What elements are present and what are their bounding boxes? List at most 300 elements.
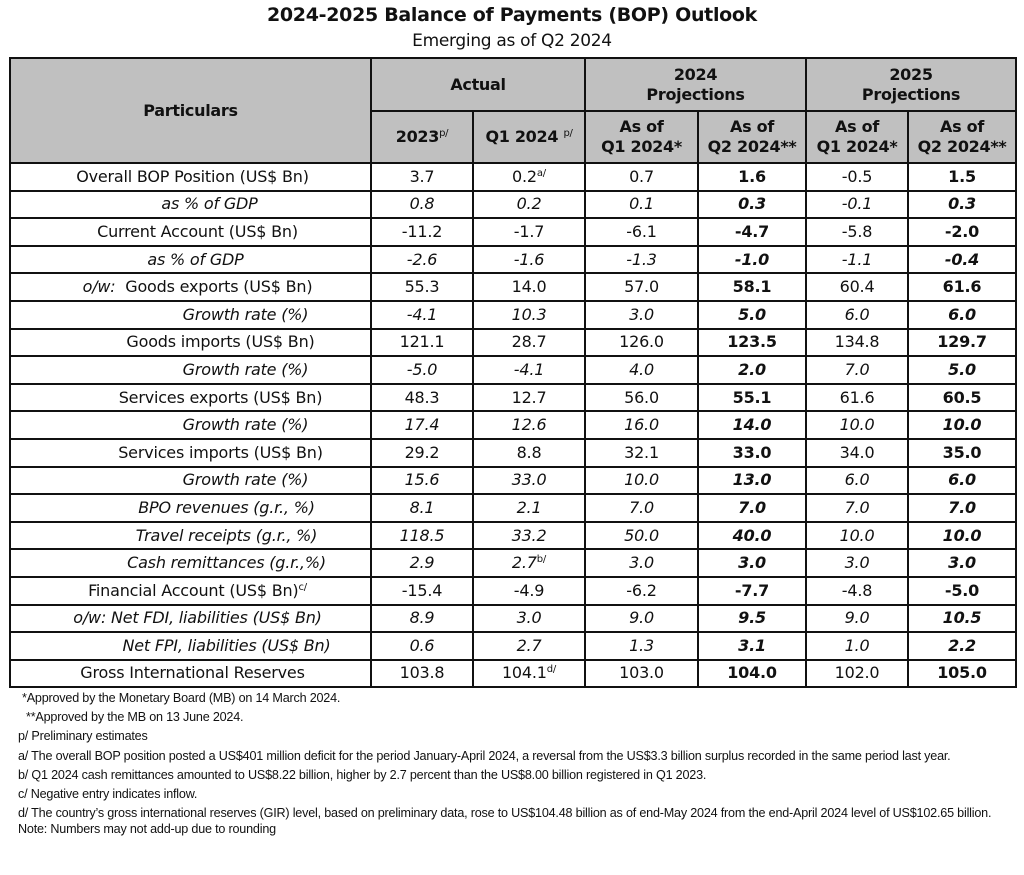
row-label bbox=[10, 163, 371, 191]
cell-value: -1.1 bbox=[841, 249, 873, 269]
table-cell bbox=[806, 522, 908, 550]
cell-value: -6.2 bbox=[626, 580, 657, 600]
cell-value: -2.0 bbox=[944, 221, 980, 241]
table-cell bbox=[473, 439, 585, 467]
table-cell bbox=[908, 273, 1016, 301]
cell-value: 0.2 bbox=[512, 166, 537, 186]
table-cell bbox=[908, 218, 1016, 246]
header-line2: Q2 2024** bbox=[917, 137, 1007, 156]
table-cell bbox=[585, 384, 698, 412]
table-cell bbox=[585, 467, 698, 495]
cell-value: 2.1 bbox=[516, 497, 542, 517]
table-cell bbox=[473, 522, 585, 550]
table-cell bbox=[698, 301, 806, 329]
table-cell bbox=[473, 549, 585, 577]
row-label-text: Cash remittances (g.r.,%) bbox=[127, 553, 326, 573]
cell-value: 34.0 bbox=[839, 442, 875, 462]
table-cell bbox=[908, 329, 1016, 357]
header-line2: Q1 2024* bbox=[816, 137, 898, 156]
cell-value: 10.0 bbox=[942, 415, 982, 435]
table-cell bbox=[698, 273, 806, 301]
footnote-note: Note: Numbers may not add-up due to rounding bbox=[18, 822, 276, 837]
header-2023-sup: p/ bbox=[439, 128, 449, 139]
cell-value: 134.8 bbox=[834, 332, 880, 352]
cell-value: -6.1 bbox=[626, 221, 657, 241]
table-cell bbox=[698, 246, 806, 274]
cell-value: 10.0 bbox=[839, 525, 875, 545]
row-label-prefix: o/w: bbox=[82, 277, 116, 297]
page-subtitle: Emerging as of Q2 2024 bbox=[412, 31, 612, 51]
row-label bbox=[10, 191, 371, 219]
cell-value: 2.2 bbox=[948, 635, 976, 655]
row-label-text: as % of GDP bbox=[161, 194, 258, 214]
row-label-text: Goods imports (US$ Bn) bbox=[126, 332, 315, 352]
table-cell bbox=[698, 163, 806, 191]
table-cell bbox=[585, 273, 698, 301]
row-label bbox=[10, 273, 371, 301]
cell-value: 102.0 bbox=[834, 663, 880, 683]
header-2024-projections bbox=[585, 58, 806, 111]
table-cell bbox=[698, 494, 806, 522]
cell-value: 55.1 bbox=[732, 387, 772, 407]
row-label-text: Travel receipts (g.r., %) bbox=[135, 525, 318, 545]
row-label-text: Net FPI, liabilities (US$ Bn) bbox=[122, 635, 331, 655]
table-cell bbox=[698, 632, 806, 660]
cell-value: 10.3 bbox=[511, 304, 547, 324]
cell-value: 13.0 bbox=[732, 470, 772, 490]
table-cell bbox=[371, 411, 473, 439]
table-cell bbox=[585, 549, 698, 577]
table-cell bbox=[585, 218, 698, 246]
table-cell bbox=[585, 191, 698, 219]
header-line1: As of bbox=[619, 117, 664, 136]
cell-value: 103.0 bbox=[619, 663, 664, 683]
row-label bbox=[10, 246, 371, 274]
cell-value: 104.0 bbox=[727, 663, 777, 683]
cell-footnote-sup: b/ bbox=[536, 554, 547, 566]
cell-value: 121.1 bbox=[399, 332, 445, 352]
table-cell bbox=[371, 329, 473, 357]
cell-value: 60.4 bbox=[839, 277, 875, 297]
table-cell bbox=[806, 329, 908, 357]
table-cell bbox=[371, 191, 473, 219]
row-label bbox=[10, 605, 371, 633]
cell-value: 2.7 bbox=[516, 635, 542, 655]
row-label bbox=[10, 467, 371, 495]
cell-value: 17.4 bbox=[404, 415, 440, 435]
table-cell bbox=[806, 577, 908, 605]
table-cell bbox=[585, 356, 698, 384]
table-row bbox=[10, 191, 1016, 219]
table-cell bbox=[371, 522, 473, 550]
cell-value: 0.1 bbox=[629, 194, 654, 214]
row-label-text: Growth rate (%) bbox=[182, 415, 309, 435]
table-cell bbox=[698, 522, 806, 550]
table-row bbox=[10, 246, 1016, 274]
cell-value: 5.0 bbox=[738, 304, 766, 324]
cell-value: -0.5 bbox=[841, 166, 873, 186]
table-cell bbox=[908, 191, 1016, 219]
table-cell bbox=[585, 411, 698, 439]
cell-value: 28.7 bbox=[511, 332, 547, 352]
table-row bbox=[10, 301, 1016, 329]
table-cell bbox=[908, 577, 1016, 605]
cell-value: 5.0 bbox=[948, 359, 976, 379]
table-cell bbox=[473, 356, 585, 384]
cell-value: 7.0 bbox=[629, 497, 654, 517]
header-line1: As of bbox=[835, 117, 879, 136]
table-cell bbox=[585, 494, 698, 522]
row-label bbox=[10, 356, 371, 384]
table-row bbox=[10, 273, 1016, 301]
page-title: 2024-2025 Balance of Payments (BOP) Outlook bbox=[266, 4, 758, 26]
table-cell bbox=[806, 246, 908, 274]
row-label-text: Current Account (US$ Bn) bbox=[97, 221, 298, 241]
table-cell bbox=[473, 218, 585, 246]
cell-value: -4.9 bbox=[513, 580, 545, 600]
table-cell bbox=[371, 163, 473, 191]
table-cell bbox=[698, 660, 806, 688]
cell-value: 33.2 bbox=[511, 525, 547, 545]
table-cell bbox=[585, 605, 698, 633]
row-label bbox=[10, 494, 371, 522]
cell-value: 10.0 bbox=[624, 470, 659, 490]
footnote-double-star: **Approved by the MB on 13 June 2024. bbox=[26, 710, 244, 725]
cell-value: 123.5 bbox=[727, 332, 777, 352]
cell-value: 9.0 bbox=[629, 608, 654, 628]
table-row bbox=[10, 411, 1016, 439]
footnotes bbox=[18, 690, 1018, 838]
cell-value: 50.0 bbox=[624, 525, 659, 545]
table-cell bbox=[473, 384, 585, 412]
cell-value: -4.8 bbox=[841, 580, 873, 600]
table-cell bbox=[473, 605, 585, 633]
header-2023 bbox=[371, 111, 473, 163]
cell-value: 7.0 bbox=[738, 497, 766, 517]
cell-value: -0.1 bbox=[841, 194, 873, 214]
row-label-text: Growth rate (%) bbox=[182, 470, 309, 490]
table-cell bbox=[371, 660, 473, 688]
cell-value: 3.0 bbox=[629, 553, 654, 573]
header-q1-2024-actual bbox=[473, 111, 585, 163]
row-label bbox=[10, 439, 371, 467]
cell-value: 2.7 bbox=[511, 553, 537, 573]
footnote-c: c/ Negative entry indicates inflow. bbox=[18, 787, 198, 802]
table-cell bbox=[585, 439, 698, 467]
cell-value: 1.5 bbox=[948, 166, 976, 186]
table-cell bbox=[698, 329, 806, 357]
cell-value: 55.3 bbox=[404, 277, 440, 297]
table-row bbox=[10, 439, 1016, 467]
cell-value: 0.2 bbox=[516, 194, 542, 214]
table-cell bbox=[585, 577, 698, 605]
header-q1-2024-sup: p/ bbox=[563, 128, 573, 139]
cell-value: 104.1 bbox=[501, 663, 547, 683]
cell-value: 14.0 bbox=[511, 277, 547, 297]
cell-value: 0.6 bbox=[409, 635, 435, 655]
cell-value: 3.0 bbox=[738, 553, 766, 573]
table-cell bbox=[806, 191, 908, 219]
cell-value: 40.0 bbox=[732, 525, 772, 545]
table-cell bbox=[806, 218, 908, 246]
header-2024-projections-label: 2024 Projections bbox=[646, 64, 745, 104]
cell-value: -7.7 bbox=[734, 580, 770, 600]
table-row bbox=[10, 549, 1016, 577]
cell-value: -1.6 bbox=[513, 249, 545, 269]
table-cell bbox=[806, 411, 908, 439]
cell-value: -1.0 bbox=[734, 249, 770, 269]
cell-value: 35.0 bbox=[942, 442, 982, 462]
table-cell bbox=[806, 439, 908, 467]
row-label bbox=[10, 384, 371, 412]
table-cell bbox=[371, 632, 473, 660]
row-label-text: BPO revenues (g.r., %) bbox=[138, 497, 315, 517]
row-label bbox=[10, 329, 371, 357]
cell-value: 126.0 bbox=[619, 332, 664, 352]
header-2024-as-of-q1 bbox=[585, 111, 698, 163]
row-label-text: Services imports (US$ Bn) bbox=[118, 442, 323, 462]
cell-value: 9.0 bbox=[844, 608, 870, 628]
table-cell bbox=[585, 522, 698, 550]
cell-value: 15.6 bbox=[404, 470, 440, 490]
table-cell bbox=[473, 273, 585, 301]
cell-value: 1.0 bbox=[844, 635, 870, 655]
table-cell bbox=[908, 522, 1016, 550]
cell-value: 60.5 bbox=[942, 387, 982, 407]
footnote-star: *Approved by the Monetary Board (MB) on 14 March 2024. bbox=[22, 691, 341, 705]
cell-value: -5.8 bbox=[841, 221, 873, 241]
table-cell bbox=[473, 411, 585, 439]
table-body bbox=[10, 163, 1016, 687]
table-cell bbox=[806, 384, 908, 412]
header-2023-label: 2023 bbox=[395, 127, 440, 146]
row-label-text: Gross International Reserves bbox=[80, 663, 305, 683]
header-line1: As of bbox=[940, 117, 984, 136]
cell-footnote-sup: d/ bbox=[546, 664, 557, 676]
cell-value: 48.3 bbox=[404, 387, 440, 407]
table-row bbox=[10, 577, 1016, 605]
cell-value: 3.0 bbox=[516, 608, 542, 628]
table-cell bbox=[908, 439, 1016, 467]
table-cell bbox=[908, 549, 1016, 577]
cell-value: 2.9 bbox=[409, 553, 435, 573]
table-cell bbox=[473, 467, 585, 495]
table-row bbox=[10, 522, 1016, 550]
table-cell bbox=[908, 467, 1016, 495]
cell-value: 6.0 bbox=[948, 304, 976, 324]
row-label bbox=[10, 632, 371, 660]
table-cell bbox=[806, 273, 908, 301]
cell-value: 1.3 bbox=[629, 635, 654, 655]
cell-value: 56.0 bbox=[624, 387, 659, 407]
footnote-a: a/ The overall BOP position posted a US$401 million deficit for the period January-April 2024, a reversal from the US$3.3 billion surplus recorded in the same period last year. bbox=[18, 748, 951, 763]
cell-value: 10.5 bbox=[942, 608, 982, 628]
table-cell bbox=[473, 301, 585, 329]
row-label-text: Growth rate (%) bbox=[182, 359, 309, 379]
table-cell bbox=[473, 246, 585, 274]
table-cell bbox=[473, 660, 585, 688]
table-cell bbox=[473, 163, 585, 191]
row-label bbox=[10, 660, 371, 688]
table-cell bbox=[585, 246, 698, 274]
table-cell bbox=[806, 163, 908, 191]
table-cell bbox=[371, 246, 473, 274]
header-actual: Actual bbox=[371, 58, 585, 111]
table-cell bbox=[585, 329, 698, 357]
cell-value: 33.0 bbox=[511, 470, 547, 490]
cell-value: -5.0 bbox=[944, 580, 980, 600]
table-cell bbox=[371, 218, 473, 246]
table-cell bbox=[698, 356, 806, 384]
cell-value: -15.4 bbox=[401, 580, 443, 600]
cell-value: 2.0 bbox=[738, 359, 766, 379]
table-cell bbox=[908, 660, 1016, 688]
cell-value: 0.3 bbox=[738, 194, 766, 214]
table-cell bbox=[806, 605, 908, 633]
row-label bbox=[10, 549, 371, 577]
footnote-b: b/ Q1 2024 cash remittances amounted to US$8.22 billion, higher by 2.7 percent than the US$8.00 billion registered in Q1 2023. bbox=[18, 767, 707, 782]
header-2025-projections-label: 2025 Projections bbox=[861, 64, 961, 104]
bop-outlook-table bbox=[9, 57, 1017, 688]
cell-value: 7.0 bbox=[844, 359, 870, 379]
footnote-p: p/ Preliminary estimates bbox=[18, 729, 148, 744]
table-row bbox=[10, 384, 1016, 412]
cell-value: -4.1 bbox=[406, 304, 438, 324]
row-label bbox=[10, 301, 371, 329]
table-row bbox=[10, 605, 1016, 633]
cell-value: 7.0 bbox=[844, 497, 870, 517]
row-label-text: Overall BOP Position (US$ Bn) bbox=[76, 166, 309, 186]
header-q1-2024-label: Q1 2024 bbox=[485, 127, 564, 146]
cell-value: 29.2 bbox=[404, 442, 440, 462]
row-label-text: Growth rate (%) bbox=[182, 304, 309, 324]
table-cell bbox=[908, 301, 1016, 329]
cell-value: -4.7 bbox=[734, 221, 770, 241]
cell-value: 6.0 bbox=[844, 470, 870, 490]
cell-value: 10.0 bbox=[942, 525, 982, 545]
table-cell bbox=[698, 577, 806, 605]
cell-value: 8.1 bbox=[409, 497, 435, 517]
table-cell bbox=[473, 191, 585, 219]
table-cell bbox=[371, 356, 473, 384]
row-label bbox=[10, 577, 371, 605]
row-label-text: Services exports (US$ Bn) bbox=[118, 387, 323, 407]
cell-value: -5.0 bbox=[406, 359, 438, 379]
cell-value: 32.1 bbox=[624, 442, 659, 462]
cell-value: 8.9 bbox=[409, 608, 435, 628]
table-cell bbox=[908, 246, 1016, 274]
cell-value: 103.8 bbox=[399, 663, 445, 683]
table-cell bbox=[371, 467, 473, 495]
table-cell bbox=[908, 605, 1016, 633]
table-cell bbox=[585, 163, 698, 191]
cell-value: 12.6 bbox=[511, 415, 547, 435]
cell-value: 58.1 bbox=[732, 277, 772, 297]
cell-value: 3.0 bbox=[844, 553, 870, 573]
table-cell bbox=[371, 494, 473, 522]
table-cell bbox=[908, 632, 1016, 660]
cell-value: 3.1 bbox=[738, 635, 766, 655]
table-cell bbox=[585, 301, 698, 329]
cell-value: -2.6 bbox=[406, 249, 438, 269]
header-line2: Q1 2024* bbox=[601, 137, 682, 156]
table-cell bbox=[585, 660, 698, 688]
table-cell bbox=[371, 439, 473, 467]
table-cell bbox=[806, 632, 908, 660]
cell-value: 6.0 bbox=[948, 470, 976, 490]
table-cell bbox=[908, 411, 1016, 439]
row-label bbox=[10, 522, 371, 550]
cell-value: -11.2 bbox=[401, 221, 443, 241]
table-cell bbox=[371, 301, 473, 329]
cell-value: -0.4 bbox=[944, 249, 980, 269]
row-label-text: o/w: Net FDI, liabilities (US$ Bn) bbox=[73, 608, 322, 628]
table-cell bbox=[371, 605, 473, 633]
table-cell bbox=[698, 218, 806, 246]
cell-value: 14.0 bbox=[732, 415, 772, 435]
cell-value: 10.0 bbox=[839, 415, 875, 435]
table-row bbox=[10, 329, 1016, 357]
cell-value: 105.0 bbox=[937, 663, 987, 683]
header-2025-projections bbox=[806, 58, 1016, 111]
table-cell bbox=[908, 384, 1016, 412]
cell-value: 0.3 bbox=[948, 194, 976, 214]
footnote-d: d/ The country’s gross international reserves (GIR) level, based on preliminary data, rose to US$104.48 billion as of end-May 2024 from the end-April 2024 level of US$102.65 billion. bbox=[18, 806, 992, 821]
table-cell bbox=[806, 494, 908, 522]
cell-value: 57.0 bbox=[624, 277, 659, 297]
table-cell bbox=[908, 494, 1016, 522]
header-particulars: Particulars bbox=[10, 58, 371, 163]
header-line2: Q2 2024** bbox=[707, 137, 797, 156]
cell-value: 4.0 bbox=[629, 359, 654, 379]
table-cell bbox=[806, 660, 908, 688]
cell-value: -1.7 bbox=[513, 221, 545, 241]
cell-value: 0.7 bbox=[629, 166, 654, 186]
table-row bbox=[10, 163, 1016, 191]
cell-value: 61.6 bbox=[942, 277, 982, 297]
cell-value: 7.0 bbox=[948, 497, 976, 517]
header-2025-as-of-q1 bbox=[806, 111, 908, 163]
cell-value: 3.0 bbox=[629, 304, 654, 324]
cell-value: 0.8 bbox=[409, 194, 435, 214]
table-cell bbox=[473, 577, 585, 605]
table-cell bbox=[806, 356, 908, 384]
table-cell bbox=[698, 411, 806, 439]
table-cell bbox=[473, 494, 585, 522]
table-cell bbox=[908, 356, 1016, 384]
cell-value: 3.7 bbox=[409, 166, 435, 186]
table-cell bbox=[473, 632, 585, 660]
table-cell bbox=[698, 467, 806, 495]
cell-value: 1.6 bbox=[738, 166, 766, 186]
table-cell bbox=[698, 605, 806, 633]
cell-value: 33.0 bbox=[732, 442, 772, 462]
table-cell bbox=[698, 439, 806, 467]
table-cell bbox=[806, 467, 908, 495]
table-cell bbox=[698, 384, 806, 412]
row-label-text: as % of GDP bbox=[147, 249, 244, 269]
cell-value: 118.5 bbox=[399, 525, 445, 545]
row-label-text: Financial Account (US$ Bn) bbox=[88, 580, 299, 600]
cell-value: -4.1 bbox=[513, 359, 545, 379]
row-label-sup: c/ bbox=[298, 581, 307, 593]
table-cell bbox=[585, 632, 698, 660]
table-cell bbox=[371, 273, 473, 301]
header-line1: As of bbox=[730, 117, 774, 136]
cell-value: 8.8 bbox=[516, 442, 542, 462]
cell-value: 6.0 bbox=[844, 304, 870, 324]
cell-value: 129.7 bbox=[937, 332, 987, 352]
